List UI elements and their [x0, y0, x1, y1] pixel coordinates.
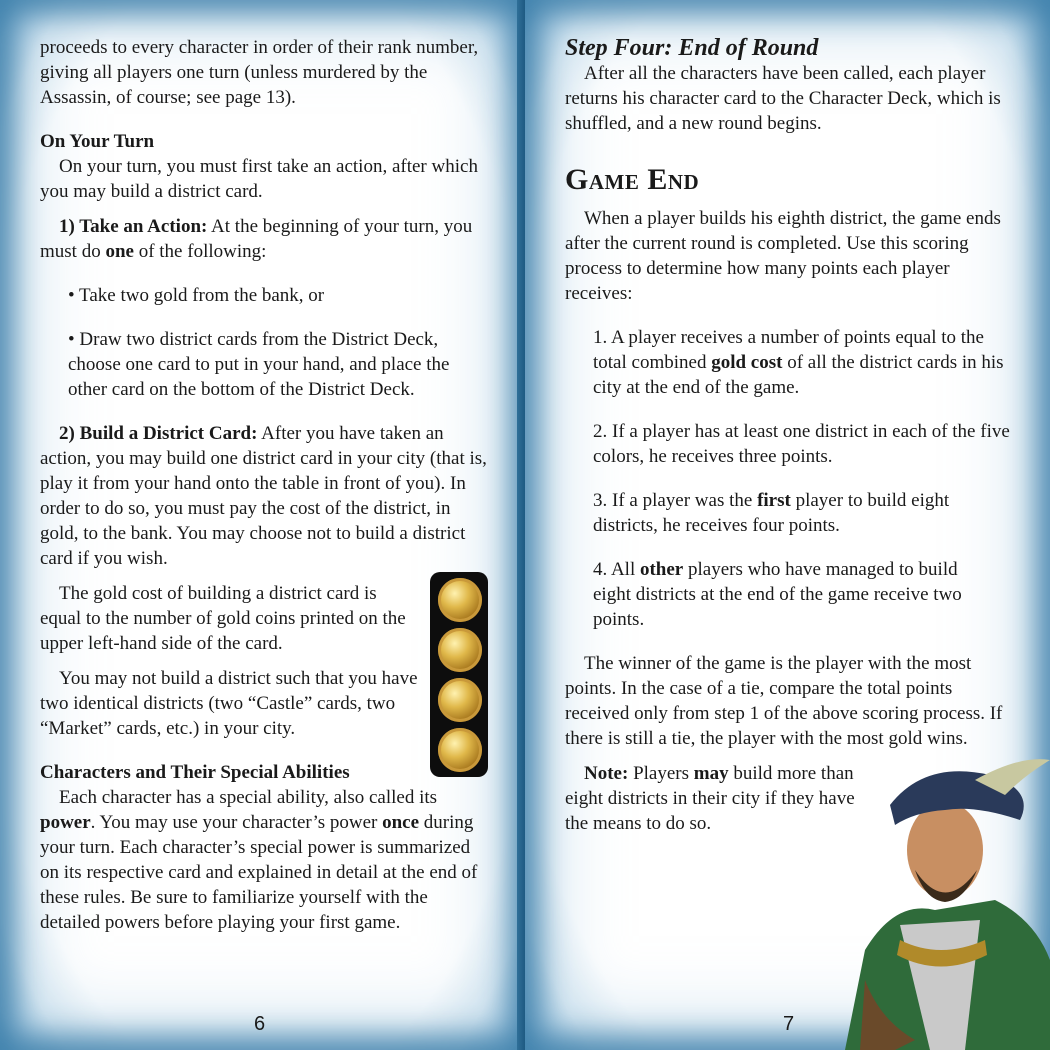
figure-face [907, 802, 983, 898]
take-action-text-b: of the following: [133, 241, 267, 262]
scoring-item-3-text-a: 3. If a player was the [593, 490, 758, 511]
take-action-paragraph [40, 214, 492, 264]
scoring-item-1-text-b: of all the district cards in his city at the end of the game. [593, 352, 1004, 398]
characters-heading: Characters and Their Special Abilities [40, 762, 350, 783]
note-label: Note: [584, 763, 629, 784]
left-column [40, 35, 492, 935]
game-end-paragraph: When a player builds his eighth district, the game ends after the current round is completed. Use this scoring process to determine how many points each player receives: [565, 208, 1001, 304]
note-text-b: build more than eight districts in their city if they have the means to do so. [565, 763, 855, 834]
build-district-paragraph [40, 421, 492, 571]
scoring-item-3-bold: first [757, 490, 791, 511]
take-action-label: 1) Take an Action: [59, 216, 208, 237]
character-illustration [805, 750, 1050, 1050]
scoring-item-3-text-b: player to build eight districts, he receives four points. [593, 490, 950, 536]
gold-coin-icon [438, 678, 482, 722]
step-four-paragraph: After all the characters have been called, each player returns his character card to the Character Deck, which is shuffled, and a new round begins. [565, 63, 1001, 134]
right-page [525, 0, 1050, 1050]
identical-districts-paragraph: You may not build a district such that you have two identical districts (two “Castle” cards, two “Market” cards, etc.) in your city. [40, 668, 418, 739]
scoring-item-1-bold: gold cost [711, 352, 783, 373]
scoring-item-4-bold: other [639, 559, 684, 580]
page-number-right: 7 [783, 1013, 795, 1035]
right-column [565, 35, 1010, 836]
take-action-bold: one [105, 241, 134, 262]
bullet-take-gold: • Take two gold from the bank, or [68, 285, 325, 306]
gold-coin-icon [438, 728, 482, 772]
characters-power-bold: power [40, 812, 91, 833]
scoring-item-2: 2. If a player has at least one district in each of the five colors, he receives three points. [593, 421, 1010, 467]
winner-paragraph: The winner of the game is the player with the most points. In the case of a tie, compare the total points received only from step 1 of the above scoring process. If there is still a tie, the player with the most gold wins. [565, 653, 1003, 749]
scoring-item-4-text-a: 4. All [593, 559, 640, 580]
take-action-text-a: At the beginning of your turn, you must do [40, 216, 473, 262]
characters-paragraph [40, 785, 492, 935]
scoring-item-1-text-a: 1. A player receives a number of points equal to the total combined [593, 327, 984, 373]
build-district-text: After you have taken an action, you may build one district card in your city (that is, play it from your hand onto the table in front of you). In order to do so, you must pay the cost of the district, in gold, to the bank. You may choose not to build a district card if you wish. [40, 423, 487, 569]
step-four-title: Step Four: End of Round [565, 35, 819, 61]
gold-cost-paragraph: The gold cost of building a district card is equal to the number of gold coins printed on the upper left-hand side of the card. [40, 583, 406, 654]
intro-paragraph: proceeds to every character in order of their rank number, giving all players one turn (unless murdered by the Assassin, of course; see page 13). [40, 37, 479, 108]
page-number-left: 6 [254, 1013, 266, 1035]
scoring-item-3 [565, 488, 1010, 538]
note-text-a: Players [628, 763, 694, 784]
note-bold: may [693, 763, 729, 784]
gold-coin-icon [438, 578, 482, 622]
characters-text-b: . You may use your character’s power [90, 812, 383, 833]
scoring-item-1 [565, 325, 1010, 400]
characters-text-a: Each character has a special ability, also called its [59, 787, 438, 808]
build-district-label: 2) Build a District Card: [59, 423, 258, 444]
scoring-item-4 [565, 557, 993, 632]
characters-text-c: during your turn. Each character’s special power is summarized on its respective card and explained in detail at the end of these rules. Be sure to familiarize yourself with the detailed powers before playing your first game. [40, 812, 478, 933]
bullet-draw-cards: • Draw two district cards from the District Deck, choose one card to put in your hand, and place the other card on the bottom of the District Deck. [68, 329, 450, 400]
gold-coin-icon [438, 628, 482, 672]
on-your-turn-heading: On Your Turn [40, 131, 155, 152]
on-your-turn-paragraph: On your turn, you must first take an action, after which you may build a district card. [40, 156, 478, 202]
gold-coins-strip [430, 572, 488, 777]
game-end-title: Game End [565, 163, 700, 196]
characters-once-bold: once [382, 812, 420, 833]
scoring-item-4-text-b: players who have managed to build eight districts at the end of the game receive two points. [593, 559, 962, 630]
